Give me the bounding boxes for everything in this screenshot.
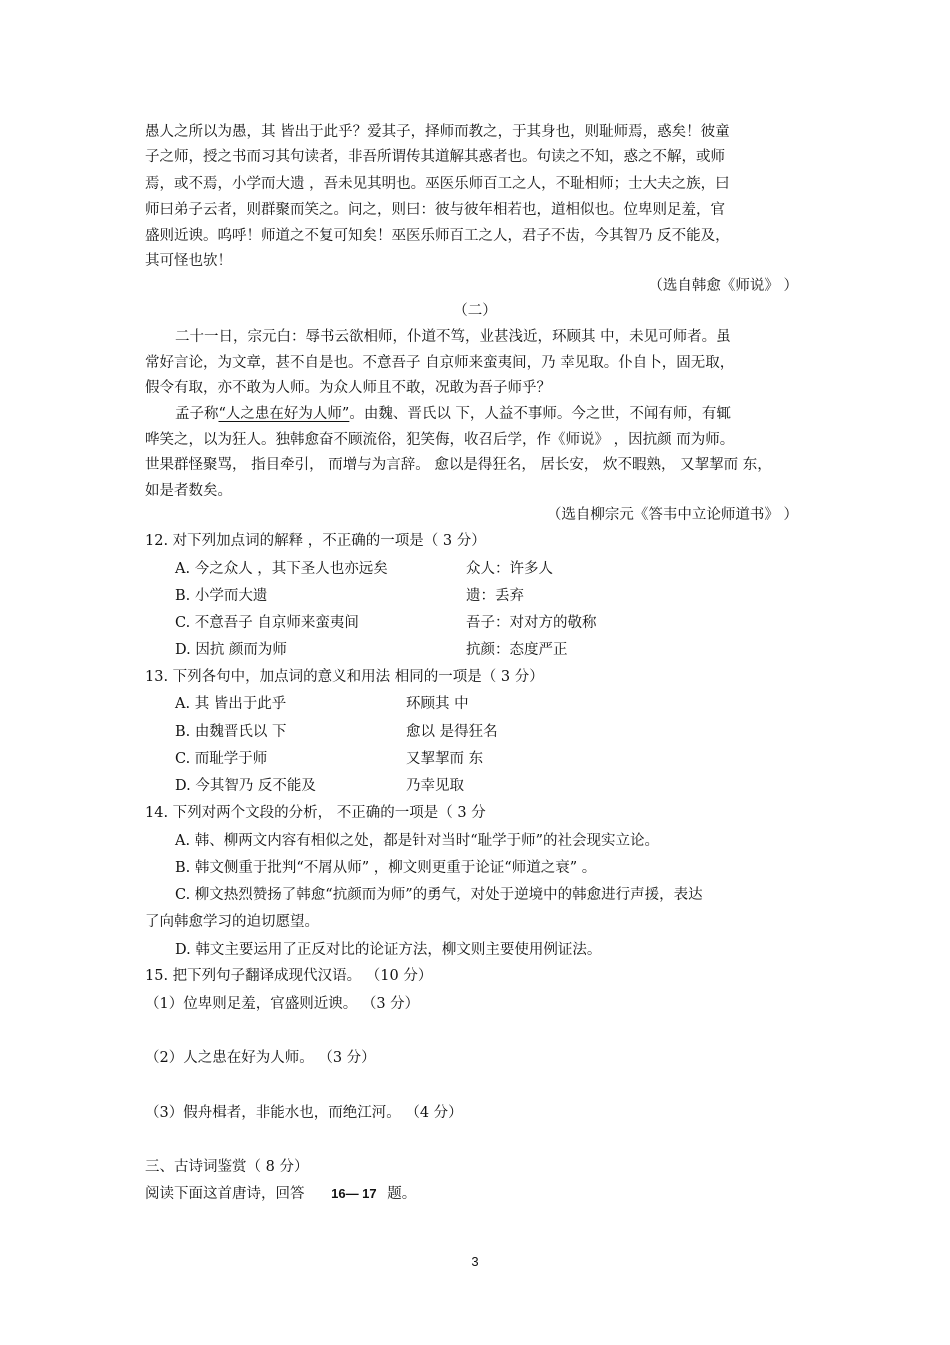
q14-option-d: D. 韩文主要运用了正反对比的论证方法，柳文则主要使用例证法。 [175, 942, 602, 958]
q14-option-c: C. 柳文热烈赞扬了韩愈“抗颜而为师”的勇气，对处于逆境中的韩愈进行声援，表达 [175, 887, 703, 903]
passage1-line-1: 愚人之所以为愚，其 皆出于此乎？爱其子，择师而教之，于其身也，则耻师焉，惑矣！彼童 [145, 124, 730, 140]
q12-option-c-gloss: 吾子：对对方的敬称 [466, 615, 597, 631]
mencius-quote: “人之患在好为人师” [218, 406, 350, 422]
q13-option-a-compare: 环顾其 中 [406, 696, 469, 712]
q13-option-c-compare: 又挈挈而 东 [406, 751, 484, 767]
passage2-para2-start: 孟子称 [175, 406, 219, 422]
q13-option-d: D. 今其智乃 反不能及 [175, 778, 316, 794]
section3-intro-end: 题。 [387, 1186, 417, 1202]
q13-option-b: B. 由魏晋氏以 下 [175, 724, 287, 740]
q15-item-2: （2）人之患在好为人师。 （3 分） [145, 1050, 376, 1066]
q12-option-d: D. 因抗 颜而为师 [175, 642, 287, 658]
q14-option-b: B. 韩文侧重于批判“不屑从师” ，柳文则更重于论证“师道之衰” 。 [175, 860, 597, 876]
question-range: 16— 17 [331, 1186, 377, 1201]
passage2-source: （选自柳宗元《答韦中立论师道书》 ） [546, 507, 798, 523]
passage2-line-1: 二十一日，宗元白：辱书云欲相师，仆道不笃，业甚浅近，环顾其 中，未见可师者。虽 [175, 329, 731, 345]
passage1-source: （选自韩愈《师说》 ） [648, 278, 798, 294]
q13-option-c: C. 而耻学于师 [175, 751, 268, 767]
q13-option-d-compare: 乃幸见取 [406, 778, 464, 794]
q14-title: 14. 下列对两个文段的分析， 不正确的一项是（ 3 分 [145, 805, 486, 821]
passage2-para2-rest: 。由魏、晋氏以 下，人益不事师。今之世，不闻有师，有辄 [349, 406, 731, 422]
q13-option-b-compare: 愈以 是得狂名 [406, 724, 498, 740]
q14-option-a: A. 韩、柳两文内容有相似之处，都是针对当时“耻学于师”的社会现实立论。 [175, 833, 660, 849]
q13-title: 13. 下列各句中，加点词的意义和用法 相同的一项是（ 3 分） [145, 669, 544, 685]
passage1-line-3: 焉，或不焉，小学而大遗 ，吾未见其明也。巫医乐师百工之人，不耻相师；士大夫之族，曰 [145, 176, 730, 192]
q15-title: 15. 把下列句子翻译成现代汉语。 （10 分） [145, 968, 433, 984]
q12-option-a: A. 今之众人 ，其下圣人也亦远矣 [175, 561, 388, 577]
passage1-line-6: 其可怪也欤！ [145, 253, 232, 269]
q12-option-b: B. 小学而大遗 [175, 588, 268, 604]
q14-option-c-cont: 了向韩愈学习的迫切愿望。 [145, 914, 319, 930]
section2-label: （二） [453, 303, 497, 319]
passage1-line-2: 子之师，授之书而习其句读者，非吾所谓传其道解其惑者也。句读之不知，惑之不解，或师 [145, 149, 725, 165]
passage1-line-4: 师曰弟子云者，则群聚而笑之。问之，则曰：彼与彼年相若也，道相似也。位卑则足羞，官 [145, 202, 725, 218]
q15-item-1: （1）位卑则足羞，官盛则近谀。 （3 分） [145, 996, 420, 1012]
passage2-line-7: 如是者数矣。 [145, 483, 232, 499]
q12-option-d-gloss: 抗颜：态度严正 [466, 642, 568, 658]
q12-option-a-gloss: 众人：许多人 [466, 561, 553, 577]
q12-option-b-gloss: 遗：丢弃 [466, 588, 524, 604]
q12-title: 12. 对下列加点词的解释 ，不正确的一项是（ 3 分） [145, 533, 486, 549]
q15-item-3: （3）假舟楫者，非能水也，而绝江河。 （4 分） [145, 1105, 463, 1121]
passage2-line-4 [175, 404, 731, 424]
q12-option-c: C. 不意吾子 自京师来蛮夷间 [175, 615, 359, 631]
q13-option-a: A. 其 皆出于此乎 [175, 696, 287, 712]
passage2-line-6: 世果群怪聚骂， 指目牵引， 而增与为言辞。 愈以是得狂名， 居长安， 炊不暇熟， 又挈挈而 东， [145, 457, 772, 473]
section3-intro-start: 阅读下面这首唐诗，回答 [145, 1186, 305, 1202]
section3-intro [145, 1184, 416, 1204]
passage2-line-3: 假令有取，亦不敢为人师。为众人师且不敢，况敢为吾子师乎？ [145, 380, 551, 396]
page-number: 3 [471, 1254, 479, 1269]
passage1-line-5: 盛则近谀。呜呼！师道之不复可知矣！巫医乐师百工之人，君子不齿，今其智乃 反不能及， [145, 228, 730, 244]
passage2-line-2: 常好言论，为文章，甚不自是也。不意吾子 自京师来蛮夷间，乃 幸见取。仆自卜，固无取， [145, 355, 735, 371]
section3-title: 三、古诗词鉴赏（ 8 分） [145, 1159, 309, 1175]
passage2-line-5: 哗笑之，以为狂人。独韩愈奋不顾流俗，犯笑侮，收召后学，作《师说》 ，因抗颜 而为师。 [145, 432, 735, 448]
